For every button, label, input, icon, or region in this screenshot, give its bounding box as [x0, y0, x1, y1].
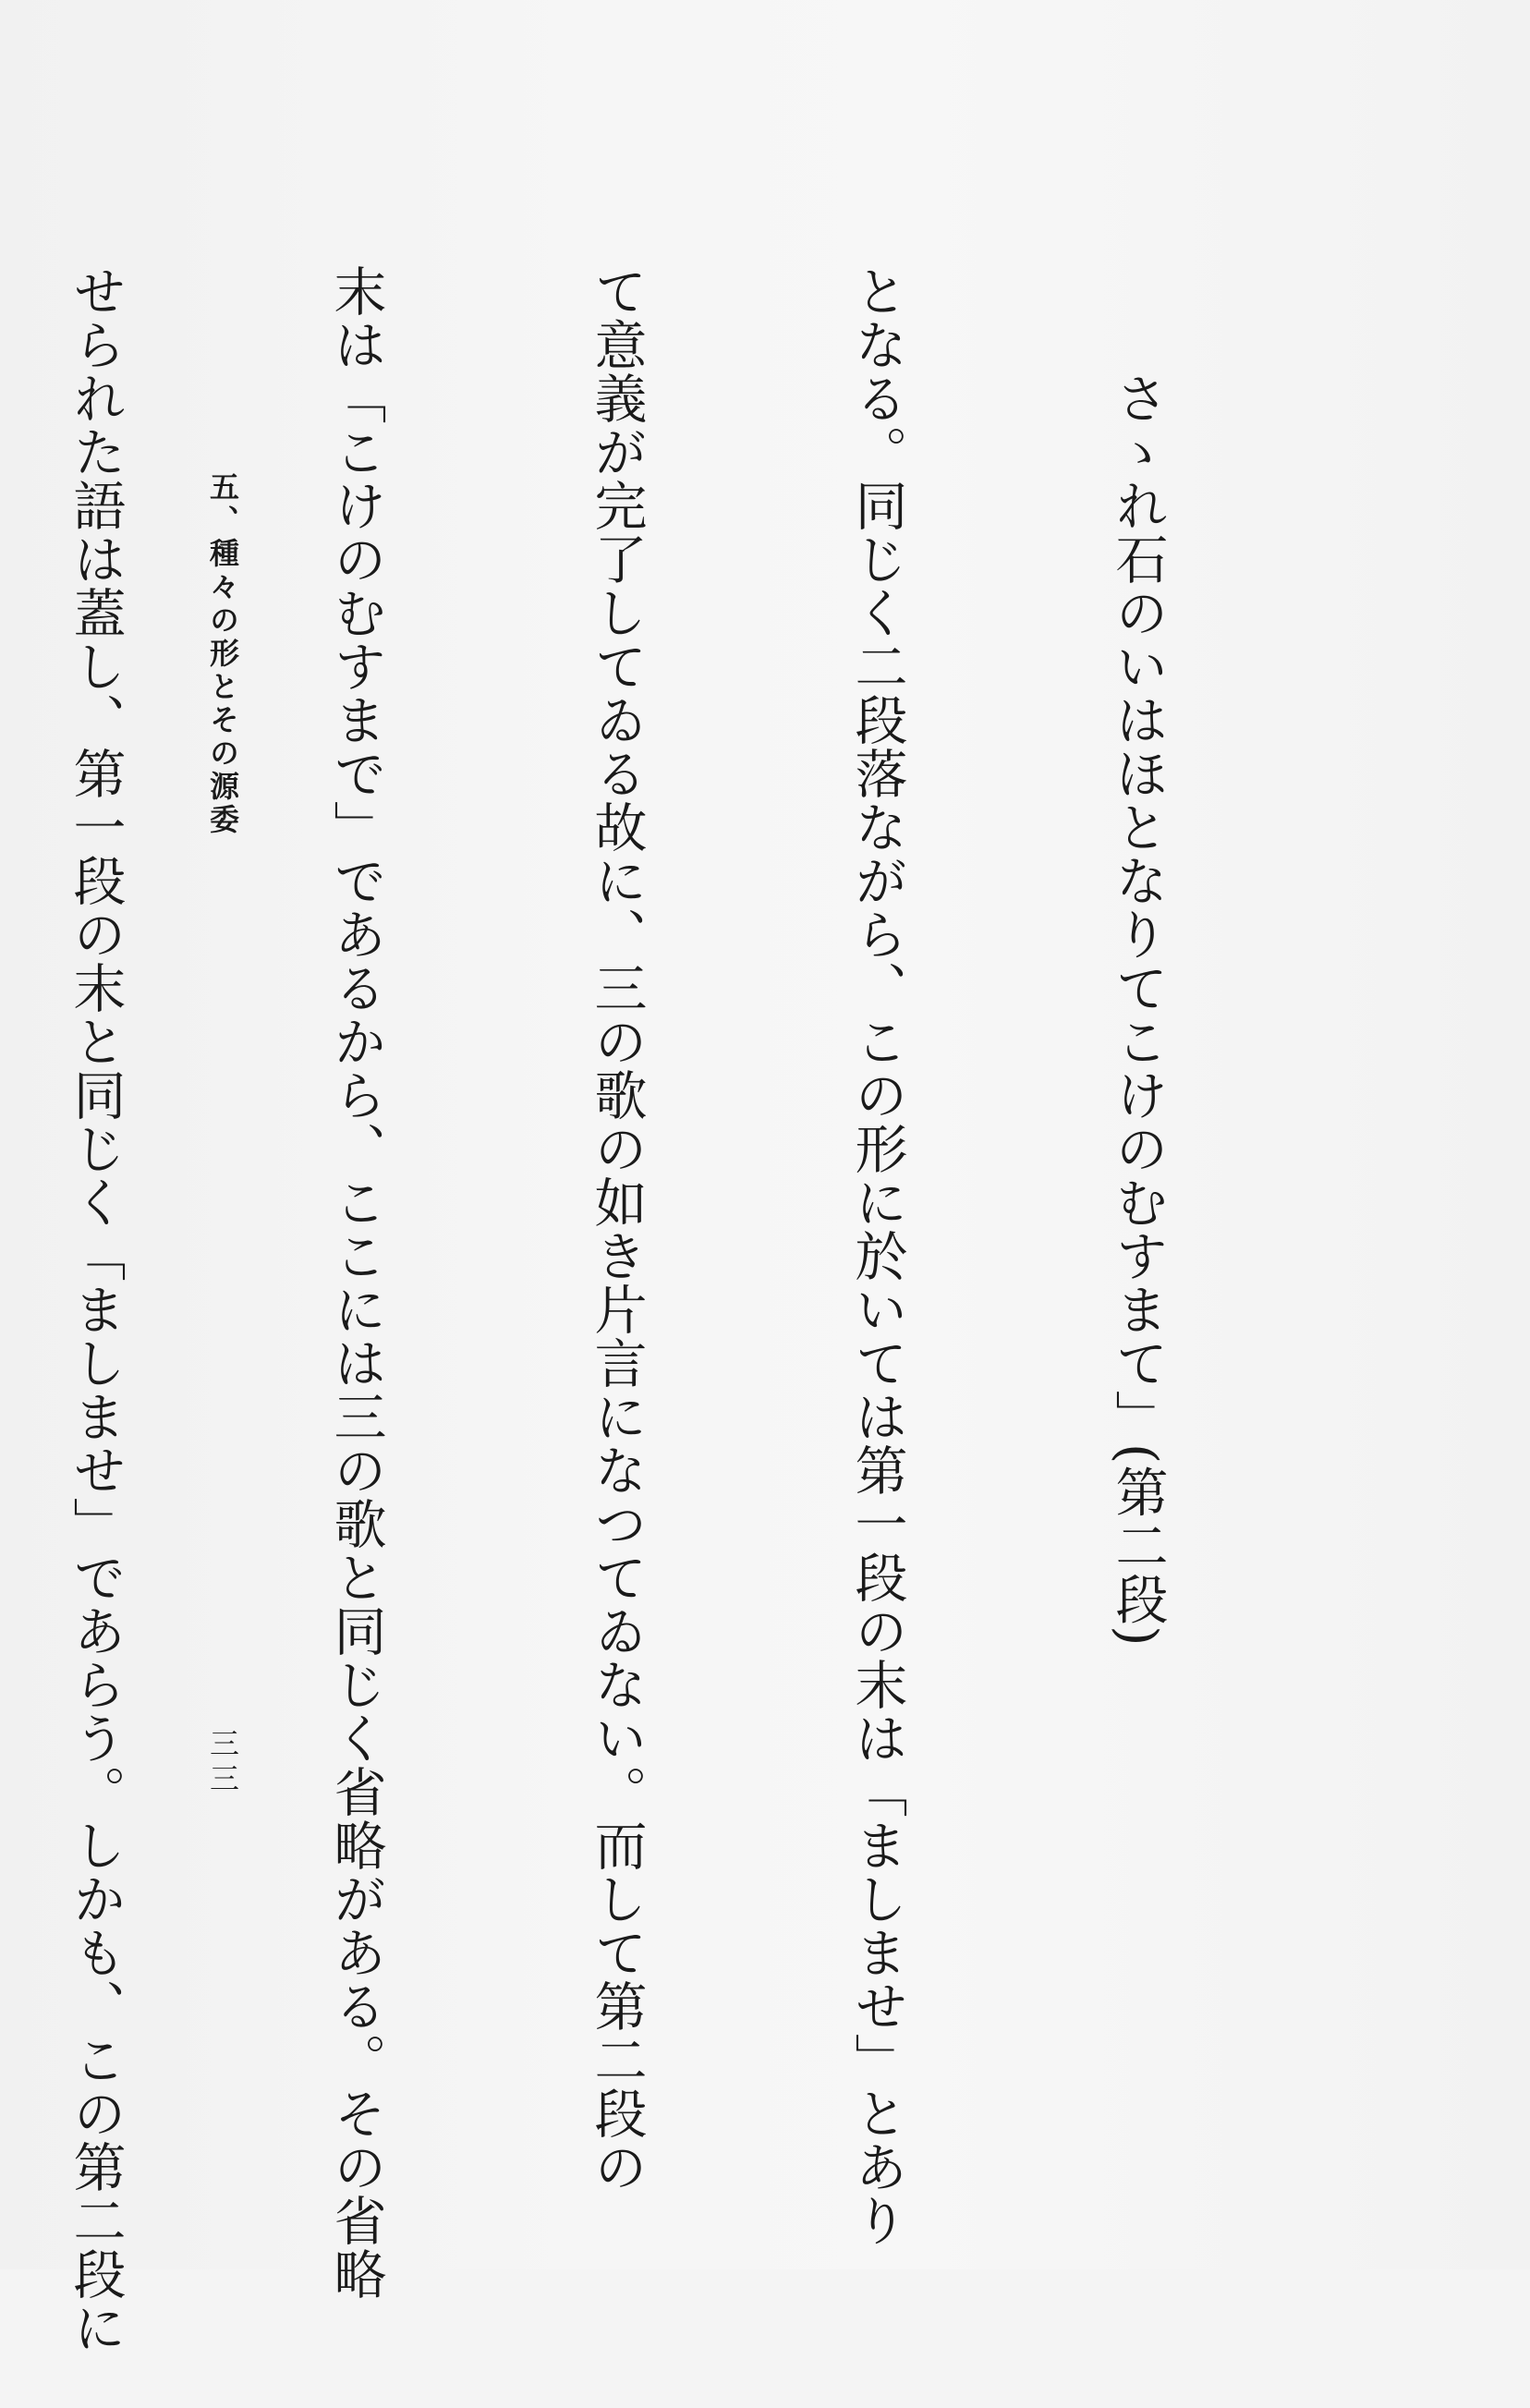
text-line: せられた語は蓋し、第一段の末と同じく「ましませ」であらう。しかも、この第二段に: [65, 264, 126, 2354]
page-number: 三三: [205, 1728, 240, 1798]
text-line: となる。同じく二段落ながら、この形に於いては第一段の末は「ましませ」とあり: [846, 264, 907, 2247]
text-line: さゝれ石のいはほとなりてこけのむすまて」(第二段): [1107, 371, 1168, 1648]
text-line: て意義が完了してゐる故に、三の歌の如き片言になつてゐない。而して第二段の: [586, 264, 647, 2194]
text-line: 末は「こけのむすまで」であるから、ここには三の歌と同じく省略がある。その省略: [325, 264, 386, 2301]
running-head: 五、種々の形とその源委: [205, 471, 240, 837]
